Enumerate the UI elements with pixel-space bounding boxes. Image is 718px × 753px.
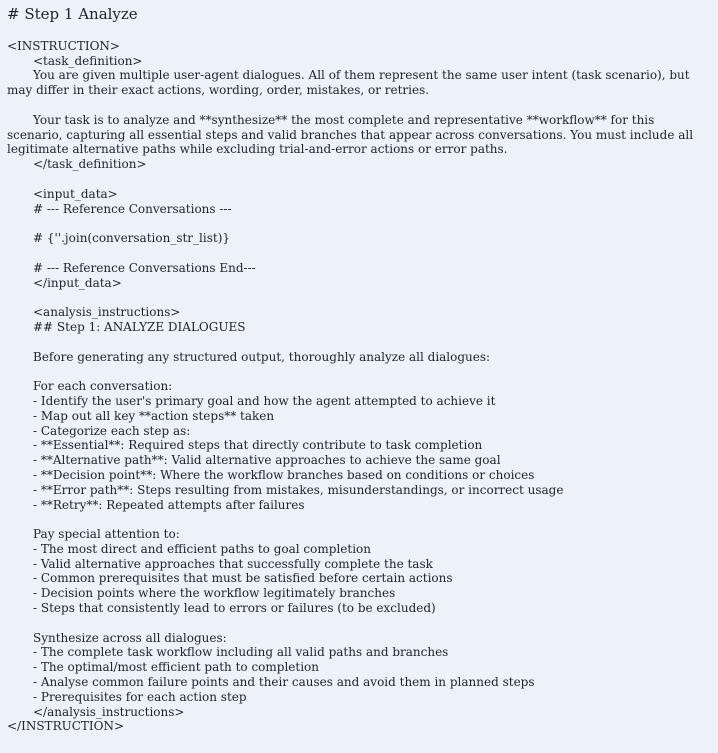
text-line: - **Alternative path**: Valid alternative approaches to achieve the same goal xyxy=(33,453,501,468)
blank-line xyxy=(7,98,712,113)
text-line: - The most direct and efficient paths to goal completion xyxy=(33,541,371,556)
text-line: Synthesize across all dialogues: xyxy=(33,630,227,645)
text-line: ## Step 1: ANALYZE DIALOGUES xyxy=(33,319,246,334)
blank-line xyxy=(7,364,712,379)
text-line: Pay special attention to: xyxy=(33,527,180,542)
blank-line xyxy=(7,616,712,631)
text-line: <INSTRUCTION> xyxy=(7,38,120,53)
text-line: <task_definition> xyxy=(33,53,143,68)
text-line: You are given multiple user-agent dialogues. All of them represent the same user intent (task scenario), but may differ in their exact actions, wording, order, mistakes, or retries. xyxy=(7,68,694,98)
text-line: Before generating any structured output, thoroughly analyze all dialogues: xyxy=(33,349,491,364)
text-line: - **Decision point**: Where the workflow branches based on conditions or choices xyxy=(33,467,535,482)
blank-line xyxy=(7,246,712,261)
text-line: </task_definition> xyxy=(33,157,147,172)
text-line: - Valid alternative approaches that successfully complete the task xyxy=(33,556,433,571)
blank-line xyxy=(7,335,712,350)
document-title: # Step 1 Analyze xyxy=(7,5,138,23)
text-line: </input_data> xyxy=(33,275,122,290)
text-line: - Decision points where the workflow legitimately branches xyxy=(33,586,396,601)
text-line: # --- Reference Conversations --- xyxy=(33,201,232,216)
text-line: - Analyse common failure points and their causes and avoid them in planned steps xyxy=(33,675,535,690)
text-line: # {''.join(conversation_str_list)} xyxy=(33,231,231,246)
blank-line xyxy=(7,290,712,305)
text-line: # --- Reference Conversations End--- xyxy=(33,260,256,275)
text-line: - Identify the user's primary goal and how the agent attempted to achieve it xyxy=(33,393,496,408)
blank-line xyxy=(7,512,712,527)
text-line: Your task is to analyze and **synthesize** the most complete and representative **workflow** for this scenario, capturing all essential steps and valid branches that appear across conversations. You must include all legitimate alternative paths while excluding trial-and-error actions or error paths. xyxy=(7,112,697,157)
blank-line xyxy=(7,24,712,39)
text-line: </INSTRUCTION> xyxy=(7,719,125,734)
text-line: - **Error path**: Steps resulting from mistakes, misunderstandings, or incorrect usage xyxy=(33,482,564,497)
text-line: - Categorize each step as: xyxy=(33,423,191,438)
text-line: - Map out all key **action steps** taken xyxy=(33,408,275,423)
blank-line xyxy=(7,172,712,187)
text-line: <input_data> xyxy=(33,186,118,201)
text-line: - The complete task workflow including all valid paths and branches xyxy=(33,645,449,660)
text-line: </analysis_instructions> xyxy=(33,704,185,719)
text-line: - **Retry**: Repeated attempts after failures xyxy=(33,497,305,512)
text-line: - The optimal/most efficient path to completion xyxy=(33,660,320,675)
text-line: - Steps that consistently lead to errors or failures (to be excluded) xyxy=(33,601,436,616)
text-line: - Common prerequisites that must be satisfied before certain actions xyxy=(33,571,453,586)
document-body xyxy=(7,4,712,734)
text-line: - **Essential**: Required steps that directly contribute to task completion xyxy=(33,438,483,453)
text-line: <analysis_instructions> xyxy=(33,305,181,320)
text-line: For each conversation: xyxy=(33,379,173,394)
text-line: - Prerequisites for each action step xyxy=(33,689,247,704)
blank-line xyxy=(7,216,712,231)
